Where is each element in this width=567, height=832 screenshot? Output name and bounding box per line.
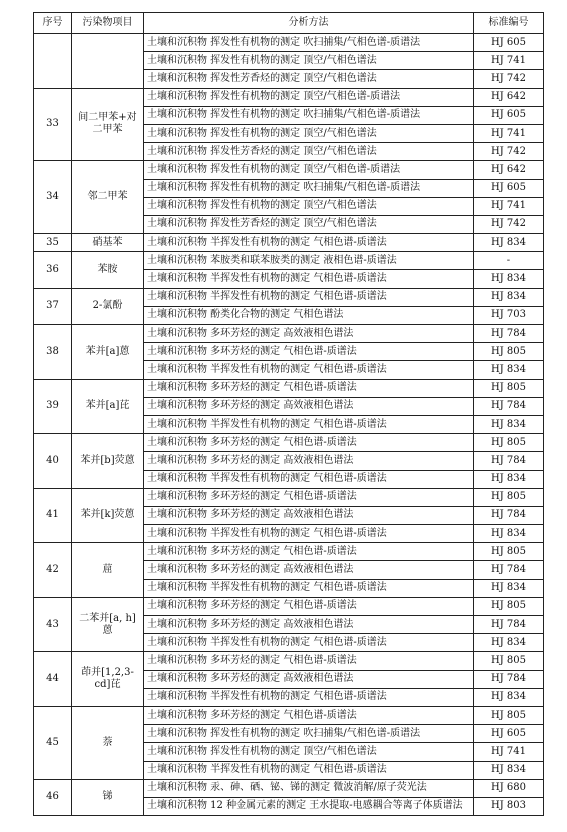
header-standard: 标准编号 (474, 13, 544, 34)
standard-cell: HJ 834 (474, 761, 544, 779)
seq-cell: 41 (34, 488, 72, 543)
method-cell: 土壤和沉积物 挥发性有机物的测定 顶空/气相色谱法 (144, 52, 474, 70)
seq-cell: 40 (34, 434, 72, 489)
method-cell: 土壤和沉积物 挥发性有机物的测定 顶空/气相色谱-质谱法 (144, 88, 474, 106)
table-row (34, 379, 544, 397)
table-header (34, 13, 544, 34)
pollutant-cell: 硝基苯 (72, 234, 144, 252)
method-cell: 土壤和沉积物 多环芳烃的测定 高效液相色谱法 (144, 452, 474, 470)
method-cell: 土壤和沉积物 半挥发性有机物的测定 气相色谱-质谱法 (144, 361, 474, 379)
standard-cell: HJ 742 (474, 143, 544, 161)
method-cell: 土壤和沉积物 挥发性芳香烃的测定 顶空/气相色谱法 (144, 70, 474, 88)
method-cell: 土壤和沉积物 挥发性有机物的测定 顶空/气相色谱法 (144, 197, 474, 215)
standard-cell: HJ 741 (474, 124, 544, 142)
method-cell: 土壤和沉积物 挥发性有机物的测定 顶空/气相色谱法 (144, 743, 474, 761)
table-body (34, 34, 544, 816)
method-cell: 土壤和沉积物 多环芳烃的测定 气相色谱-质谱法 (144, 343, 474, 361)
standard-cell: HJ 605 (474, 106, 544, 124)
standard-cell: HJ 642 (474, 161, 544, 179)
method-cell: 土壤和沉积物 多环芳烃的测定 高效液相色谱法 (144, 325, 474, 343)
pollutant-cell: 苯并[b]荧蒽 (72, 434, 144, 489)
table-row (34, 34, 544, 52)
pollutant-cell: 二苯并[a, h]蒽 (72, 597, 144, 652)
standard-cell: HJ 805 (474, 343, 544, 361)
method-cell: 土壤和沉积物 半挥发性有机物的测定 气相色谱-质谱法 (144, 761, 474, 779)
method-cell: 土壤和沉积物 苯胺类和联苯胺类的测定 液相色谱-质谱法 (144, 252, 474, 270)
header-row (34, 13, 544, 34)
standard-cell: HJ 605 (474, 725, 544, 743)
standard-cell: HJ 805 (474, 379, 544, 397)
header-pollutant: 污染物项目 (72, 13, 144, 34)
seq-cell: 42 (34, 543, 72, 598)
table-row (34, 543, 544, 561)
standard-cell: HJ 680 (474, 779, 544, 797)
pollutant-cell: 苯胺 (72, 252, 144, 288)
standard-cell: HJ 834 (474, 525, 544, 543)
method-cell: 土壤和沉积物 挥发性芳香烃的测定 顶空/气相色谱法 (144, 215, 474, 233)
header-method: 分析方法 (144, 13, 474, 34)
method-cell: 土壤和沉积物 多环芳烃的测定 气相色谱-质谱法 (144, 543, 474, 561)
method-cell: 土壤和沉积物 半挥发性有机物的测定 气相色谱-质谱法 (144, 579, 474, 597)
standard-cell: HJ 834 (474, 288, 544, 306)
standard-cell: HJ 742 (474, 215, 544, 233)
standard-cell: HJ 805 (474, 543, 544, 561)
seq-cell: 33 (34, 88, 72, 161)
standard-cell: HJ 805 (474, 706, 544, 724)
pollutant-cell (72, 34, 144, 89)
standard-cell: HJ 784 (474, 397, 544, 415)
pollutant-cell: 锑 (72, 779, 144, 815)
table-row (34, 706, 544, 724)
standard-cell: HJ 742 (474, 70, 544, 88)
table-row (34, 325, 544, 343)
method-cell: 土壤和沉积物 多环芳烃的测定 气相色谱-质谱法 (144, 434, 474, 452)
method-cell: 土壤和沉积物 多环芳烃的测定 高效液相色谱法 (144, 616, 474, 634)
method-cell: 土壤和沉积物 半挥发性有机物的测定 气相色谱-质谱法 (144, 525, 474, 543)
standard-cell: HJ 834 (474, 688, 544, 706)
seq-cell: 46 (34, 779, 72, 815)
pollutant-cell: 2-氯酚 (72, 288, 144, 324)
method-cell: 土壤和沉积物 半挥发性有机物的测定 气相色谱-质谱法 (144, 688, 474, 706)
seq-cell: 38 (34, 325, 72, 380)
method-cell: 土壤和沉积物 多环芳烃的测定 气相色谱-质谱法 (144, 379, 474, 397)
standard-cell: HJ 741 (474, 743, 544, 761)
standard-cell: HJ 784 (474, 325, 544, 343)
standard-cell: HJ 805 (474, 652, 544, 670)
method-cell: 土壤和沉积物 多环芳烃的测定 气相色谱-质谱法 (144, 488, 474, 506)
seq-cell (34, 34, 72, 89)
method-cell: 土壤和沉积物 半挥发性有机物的测定 气相色谱-质谱法 (144, 270, 474, 288)
method-cell: 土壤和沉积物 多环芳烃的测定 气相色谱-质谱法 (144, 652, 474, 670)
pollutant-cell: 苯并[a]芘 (72, 379, 144, 434)
pollutant-cell: 间二甲苯+对二甲苯 (72, 88, 144, 161)
table-row (34, 434, 544, 452)
standard-cell: HJ 741 (474, 52, 544, 70)
seq-cell: 35 (34, 234, 72, 252)
standard-cell: - (474, 252, 544, 270)
table-row (34, 88, 544, 106)
method-cell: 土壤和沉积物 半挥发性有机物的测定 气相色谱-质谱法 (144, 470, 474, 488)
method-cell: 土壤和沉积物 多环芳烃的测定 高效液相色谱法 (144, 506, 474, 524)
method-cell: 土壤和沉积物 多环芳烃的测定 气相色谱-质谱法 (144, 706, 474, 724)
method-cell: 土壤和沉积物 半挥发性有机物的测定 气相色谱-质谱法 (144, 415, 474, 433)
method-cell: 土壤和沉积物 挥发性有机物的测定 吹扫捕集/气相色谱-质谱法 (144, 179, 474, 197)
seq-cell: 44 (34, 652, 72, 707)
method-cell: 土壤和沉积物 挥发性有机物的测定 顶空/气相色谱-质谱法 (144, 161, 474, 179)
seq-cell: 37 (34, 288, 72, 324)
table-row (34, 597, 544, 615)
standard-cell: HJ 784 (474, 506, 544, 524)
standard-cell: HJ 784 (474, 670, 544, 688)
table-row (34, 234, 544, 252)
standard-cell: HJ 784 (474, 452, 544, 470)
standard-cell: HJ 805 (474, 597, 544, 615)
method-cell: 土壤和沉积物 多环芳烃的测定 高效液相色谱法 (144, 397, 474, 415)
table-row (34, 488, 544, 506)
standard-cell: HJ 834 (474, 361, 544, 379)
method-cell: 土壤和沉积物 12 种金属元素的测定 王水提取-电感耦合等离子体质谱法 (144, 797, 474, 815)
method-cell: 土壤和沉积物 多环芳烃的测定 气相色谱-质谱法 (144, 597, 474, 615)
method-cell: 土壤和沉积物 多环芳烃的测定 高效液相色谱法 (144, 670, 474, 688)
method-cell: 土壤和沉积物 半挥发性有机物的测定 气相色谱-质谱法 (144, 634, 474, 652)
table-row (34, 161, 544, 179)
seq-cell: 39 (34, 379, 72, 434)
standard-cell: HJ 741 (474, 197, 544, 215)
method-cell: 土壤和沉积物 挥发性有机物的测定 顶空/气相色谱法 (144, 124, 474, 142)
seq-cell: 43 (34, 597, 72, 652)
table-row (34, 252, 544, 270)
pollutant-cell: 苯并[a]蒽 (72, 325, 144, 380)
seq-cell: 45 (34, 706, 72, 779)
standard-cell: HJ 834 (474, 470, 544, 488)
methods-table (33, 12, 544, 816)
method-cell: 土壤和沉积物 半挥发性有机物的测定 气相色谱-质谱法 (144, 288, 474, 306)
method-cell: 土壤和沉积物 半挥发性有机物的测定 气相色谱-质谱法 (144, 234, 474, 252)
method-cell: 土壤和沉积物 挥发性有机物的测定 吹扫捕集/气相色谱-质谱法 (144, 106, 474, 124)
pollutant-cell: 䓛 (72, 543, 144, 598)
standard-cell: HJ 605 (474, 34, 544, 52)
standard-cell: HJ 605 (474, 179, 544, 197)
standard-cell: HJ 834 (474, 234, 544, 252)
method-cell: 土壤和沉积物 挥发性芳香烃的测定 顶空/气相色谱法 (144, 143, 474, 161)
table-row (34, 288, 544, 306)
pollutant-cell: 苯并[k]荧蒽 (72, 488, 144, 543)
method-cell: 土壤和沉积物 多环芳烃的测定 高效液相色谱法 (144, 561, 474, 579)
pollutant-cell: 邻二甲苯 (72, 161, 144, 234)
standard-cell: HJ 834 (474, 415, 544, 433)
standard-cell: HJ 642 (474, 88, 544, 106)
table-row (34, 652, 544, 670)
standard-cell: HJ 834 (474, 634, 544, 652)
standard-cell: HJ 834 (474, 579, 544, 597)
method-cell: 土壤和沉积物 挥发性有机物的测定 吹扫捕集/气相色谱-质谱法 (144, 34, 474, 52)
pollutant-cell: 萘 (72, 706, 144, 779)
method-cell: 土壤和沉积物 挥发性有机物的测定 吹扫捕集/气相色谱-质谱法 (144, 725, 474, 743)
seq-cell: 34 (34, 161, 72, 234)
standard-cell: HJ 834 (474, 270, 544, 288)
seq-cell: 36 (34, 252, 72, 288)
standards-table-page (33, 12, 543, 816)
standard-cell: HJ 784 (474, 616, 544, 634)
standard-cell: HJ 703 (474, 306, 544, 324)
standard-cell: HJ 805 (474, 488, 544, 506)
standard-cell: HJ 805 (474, 434, 544, 452)
header-seq: 序号 (34, 13, 72, 34)
standard-cell: HJ 784 (474, 561, 544, 579)
table-row (34, 779, 544, 797)
method-cell: 土壤和沉积物 汞、砷、硒、铋、锑的测定 微波消解/原子荧光法 (144, 779, 474, 797)
standard-cell: HJ 803 (474, 797, 544, 815)
pollutant-cell: 茚并[1,2,3-cd]芘 (72, 652, 144, 707)
method-cell: 土壤和沉积物 酚类化合物的测定 气相色谱法 (144, 306, 474, 324)
